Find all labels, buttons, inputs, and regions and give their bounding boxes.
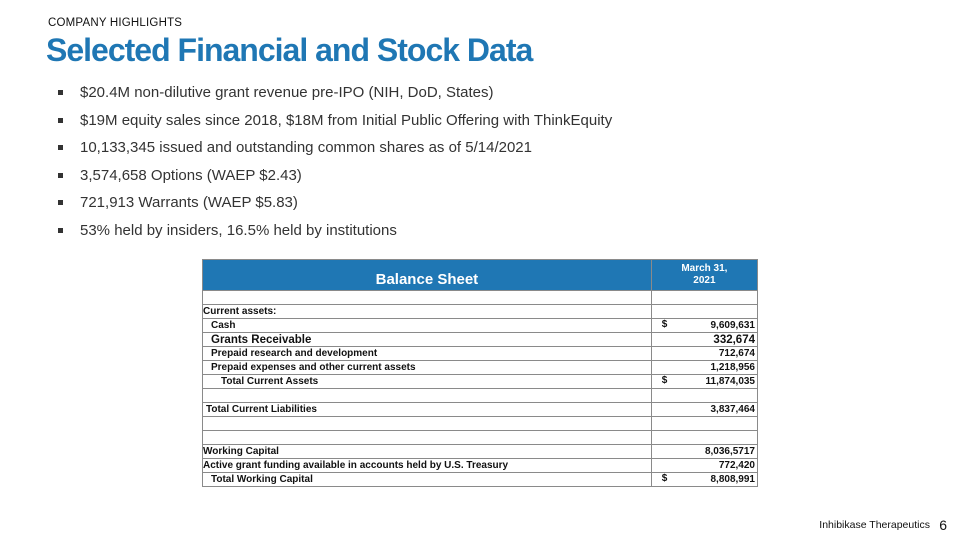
table-row — [203, 403, 758, 417]
row-label: Active grant funding available in accounts held by U.S. Treasury — [203, 459, 652, 473]
bullet-item — [56, 222, 612, 250]
row-value-cell — [651, 375, 757, 389]
row-label: Prepaid expenses and other current assets — [203, 361, 652, 375]
table-row — [203, 375, 758, 389]
table-row — [203, 361, 758, 375]
currency-symbol: $ — [661, 375, 668, 386]
table-row — [203, 291, 758, 305]
row-value: 772,420 — [651, 459, 757, 473]
page-number: 6 — [939, 517, 947, 533]
row-value: 712,674 — [651, 347, 757, 361]
currency-symbol: $ — [661, 473, 668, 484]
table-row — [203, 305, 758, 319]
bullet-square-icon — [58, 200, 63, 205]
row-value: 9,609,631 — [710, 320, 755, 331]
row-value: 1,218,956 — [651, 361, 757, 375]
balance-sheet-title: Balance Sheet — [203, 260, 652, 291]
row-label — [203, 417, 652, 431]
bullet-item — [56, 167, 612, 195]
table-row — [203, 417, 758, 431]
row-value — [651, 389, 757, 403]
bullet-square-icon — [58, 173, 63, 178]
table-row — [203, 333, 758, 347]
table-row — [203, 389, 758, 403]
company-brand: Inhibikase Therapeutics — [819, 519, 930, 531]
date-header-line1: March 31, — [681, 263, 728, 274]
bullet-square-icon — [58, 145, 63, 150]
row-value: 11,874,035 — [705, 376, 755, 387]
row-label: Prepaid research and development — [203, 347, 652, 361]
row-label: Total Current Liabilities — [203, 403, 652, 417]
row-value-cell — [651, 319, 757, 333]
table-row — [203, 347, 758, 361]
row-value — [651, 417, 757, 431]
balance-sheet-table — [202, 259, 758, 487]
row-label: Total Current Assets — [203, 375, 652, 389]
row-label — [203, 389, 652, 403]
balance-sheet-header-row — [203, 260, 758, 291]
bullet-text: 53% held by insiders, 16.5% held by institutions — [80, 221, 397, 239]
row-value-cell — [651, 473, 757, 487]
bullet-text: 10,133,345 issued and outstanding common shares as of 5/14/2021 — [80, 139, 532, 157]
bullet-square-icon — [58, 228, 63, 233]
row-value — [651, 305, 757, 319]
date-header-line2: 2021 — [693, 275, 716, 286]
row-label: Current assets: — [203, 305, 652, 319]
row-value — [651, 431, 757, 445]
bullet-text: 721,913 Warrants (WAEP $5.83) — [80, 194, 298, 212]
table-row — [203, 459, 758, 473]
row-label: Total Working Capital — [203, 473, 652, 487]
row-label: Cash — [203, 319, 652, 333]
row-value: 332,674 — [651, 333, 757, 347]
row-label — [203, 291, 652, 305]
bullet-text: $19M equity sales since 2018, $18M from Initial Public Offering with ThinkEquity — [80, 111, 613, 129]
bullet-item — [56, 84, 612, 112]
table-row — [203, 319, 758, 333]
bullet-item — [56, 194, 612, 222]
bullet-text: $20.4M non-dilutive grant revenue pre-IPO (NIH, DoD, States) — [80, 84, 494, 101]
currency-symbol: $ — [661, 319, 668, 330]
table-row — [203, 445, 758, 459]
row-value: 8,036,5717 — [651, 445, 757, 459]
row-value — [651, 291, 757, 305]
balance-sheet-date-header — [651, 260, 757, 291]
table-row — [203, 431, 758, 445]
row-label — [203, 431, 652, 445]
highlights-list — [56, 84, 612, 250]
kicker-label: COMPANY HIGHLIGHTS — [48, 17, 183, 29]
bullet-square-icon — [58, 90, 63, 95]
page-title: Selected Financial and Stock Data — [46, 32, 533, 68]
bullet-square-icon — [58, 118, 63, 123]
bullet-item — [56, 139, 612, 167]
bullet-text: 3,574,658 Options (WAEP $2.43) — [80, 166, 302, 184]
row-label: Grants Receivable — [203, 333, 652, 347]
row-value: 3,837,464 — [651, 403, 757, 417]
bullet-item — [56, 112, 612, 140]
row-value: 8,808,991 — [710, 474, 755, 485]
table-row — [203, 473, 758, 487]
row-label: Working Capital — [203, 445, 652, 459]
